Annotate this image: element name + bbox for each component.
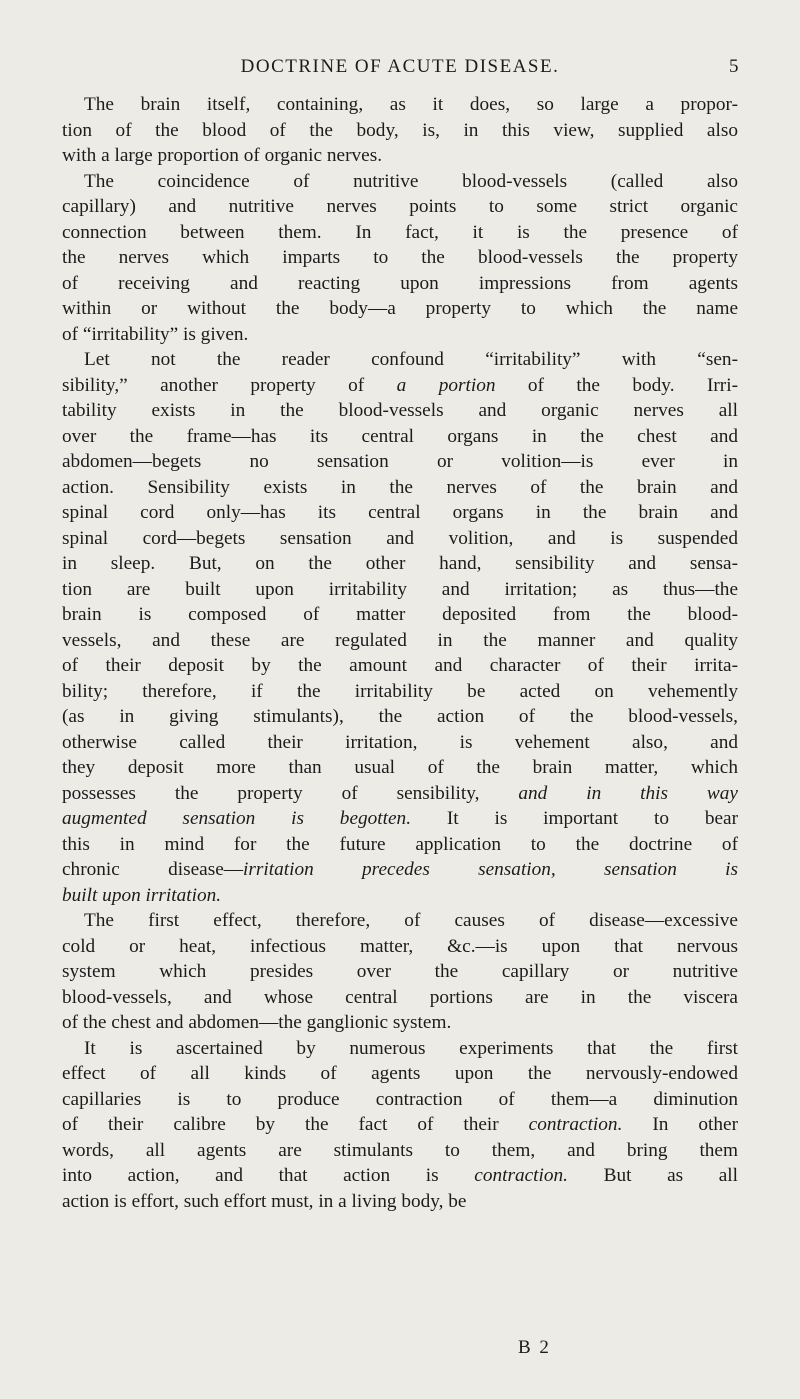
body-text: [62, 92, 738, 1214]
text-line: cold or heat, infectious matter, &c.—is upon that nervous: [62, 935, 738, 957]
paragraph: [62, 347, 738, 908]
text-line: vessels, and these are regulated in the manner and quality: [62, 629, 738, 651]
text-line: bility; therefore, if the irritability be acted on vehemently: [62, 680, 738, 702]
paragraph: [62, 92, 738, 169]
page-number: 5: [729, 56, 740, 77]
text-line: otherwise called their irritation, is vehement also, and: [62, 731, 738, 753]
text-line: The first effect, therefore, of causes of disease—excessive: [84, 910, 738, 931]
text-line: augmented sensation is begotten. It is important to bear: [62, 808, 738, 829]
text-line: effect of all kinds of agents upon the nervously-endowed: [62, 1063, 738, 1084]
text-line: It is ascertained by numerous experiments that the first: [84, 1037, 738, 1059]
text-line: of their deposit by the amount and character of their irrita-: [62, 655, 738, 676]
signature-mark: B 2: [518, 1337, 551, 1358]
text-line: The brain itself, containing, as it does, so large a propor-: [84, 94, 738, 115]
paragraph: [62, 169, 738, 348]
text-line: Let not the reader confound “irritability” with “sen-: [84, 349, 738, 370]
text-line: system which presides over the capillary or nutritive: [62, 961, 738, 982]
text-line: sibility,” another property of a portion of the body. Irri-: [62, 374, 738, 396]
text-line: of the chest and abdomen—the ganglionic system.: [62, 1012, 452, 1033]
text-line: the nerves which imparts to the blood-vessels the property: [62, 247, 738, 268]
text-line: abdomen—begets no sensation or volition—is ever in: [62, 451, 738, 472]
text-line: of receiving and reacting upon impressions from agents: [62, 272, 738, 294]
text-line: tion of the blood of the body, is, in this view, supplied also: [62, 119, 738, 141]
text-line: connection between them. In fact, it is the presence of: [62, 221, 738, 243]
text-line: tion are built upon irritability and irritation; as thus—the: [62, 578, 738, 600]
paragraph: [62, 908, 738, 1036]
paragraph: [62, 1036, 738, 1215]
text-line: tability exists in the blood-vessels and organic nerves all: [62, 400, 738, 421]
text-line: of their calibre by the fact of their contraction. In other: [62, 1114, 738, 1135]
text-line: (as in giving stimulants), the action of the blood-vessels,: [62, 706, 738, 727]
text-line: brain is composed of matter deposited from the blood-: [62, 604, 738, 625]
text-line: into action, and that action is contraction. But as all: [62, 1165, 738, 1186]
text-line: this in mind for the future application to the doctrine of: [62, 833, 738, 855]
text-line: The coincidence of nutritive blood-vessels (called also: [84, 170, 738, 192]
text-line: chronic disease—irritation precedes sensation, sensation is: [62, 859, 738, 880]
text-line: capillaries is to produce contraction of them—a diminution: [62, 1088, 738, 1110]
text-line: action is effort, such effort must, in a living body, be: [62, 1190, 467, 1212]
text-line: words, all agents are stimulants to them, and bring them: [62, 1139, 738, 1161]
text-line: with a large proportion of organic nerves.: [62, 145, 383, 166]
text-line: possesses the property of sensibility, and in this way: [62, 782, 738, 804]
text-line: built upon irritation.: [62, 884, 222, 906]
running-title: DOCTRINE OF ACUTE DISEASE.: [240, 56, 560, 77]
text-line: spinal cord—begets sensation and volition, and is suspended: [62, 527, 738, 549]
text-line: capillary) and nutritive nerves points to some strict organic: [62, 196, 738, 217]
text-line: within or without the body—a property to which the name: [62, 298, 738, 319]
text-line: blood-vessels, and whose central portions are in the viscera: [62, 986, 738, 1008]
text-line: of “irritability” is given.: [62, 323, 249, 345]
text-line: spinal cord only—has its central organs in the brain and: [62, 502, 738, 523]
text-line: over the frame—has its central organs in the chest and: [62, 425, 738, 447]
page-header: [60, 56, 740, 82]
text-line: they deposit more than usual of the brain matter, which: [62, 757, 738, 778]
text-line: in sleep. But, on the other hand, sensibility and sensa-: [62, 553, 738, 574]
text-line: action. Sensibility exists in the nerves of the brain and: [62, 476, 738, 498]
